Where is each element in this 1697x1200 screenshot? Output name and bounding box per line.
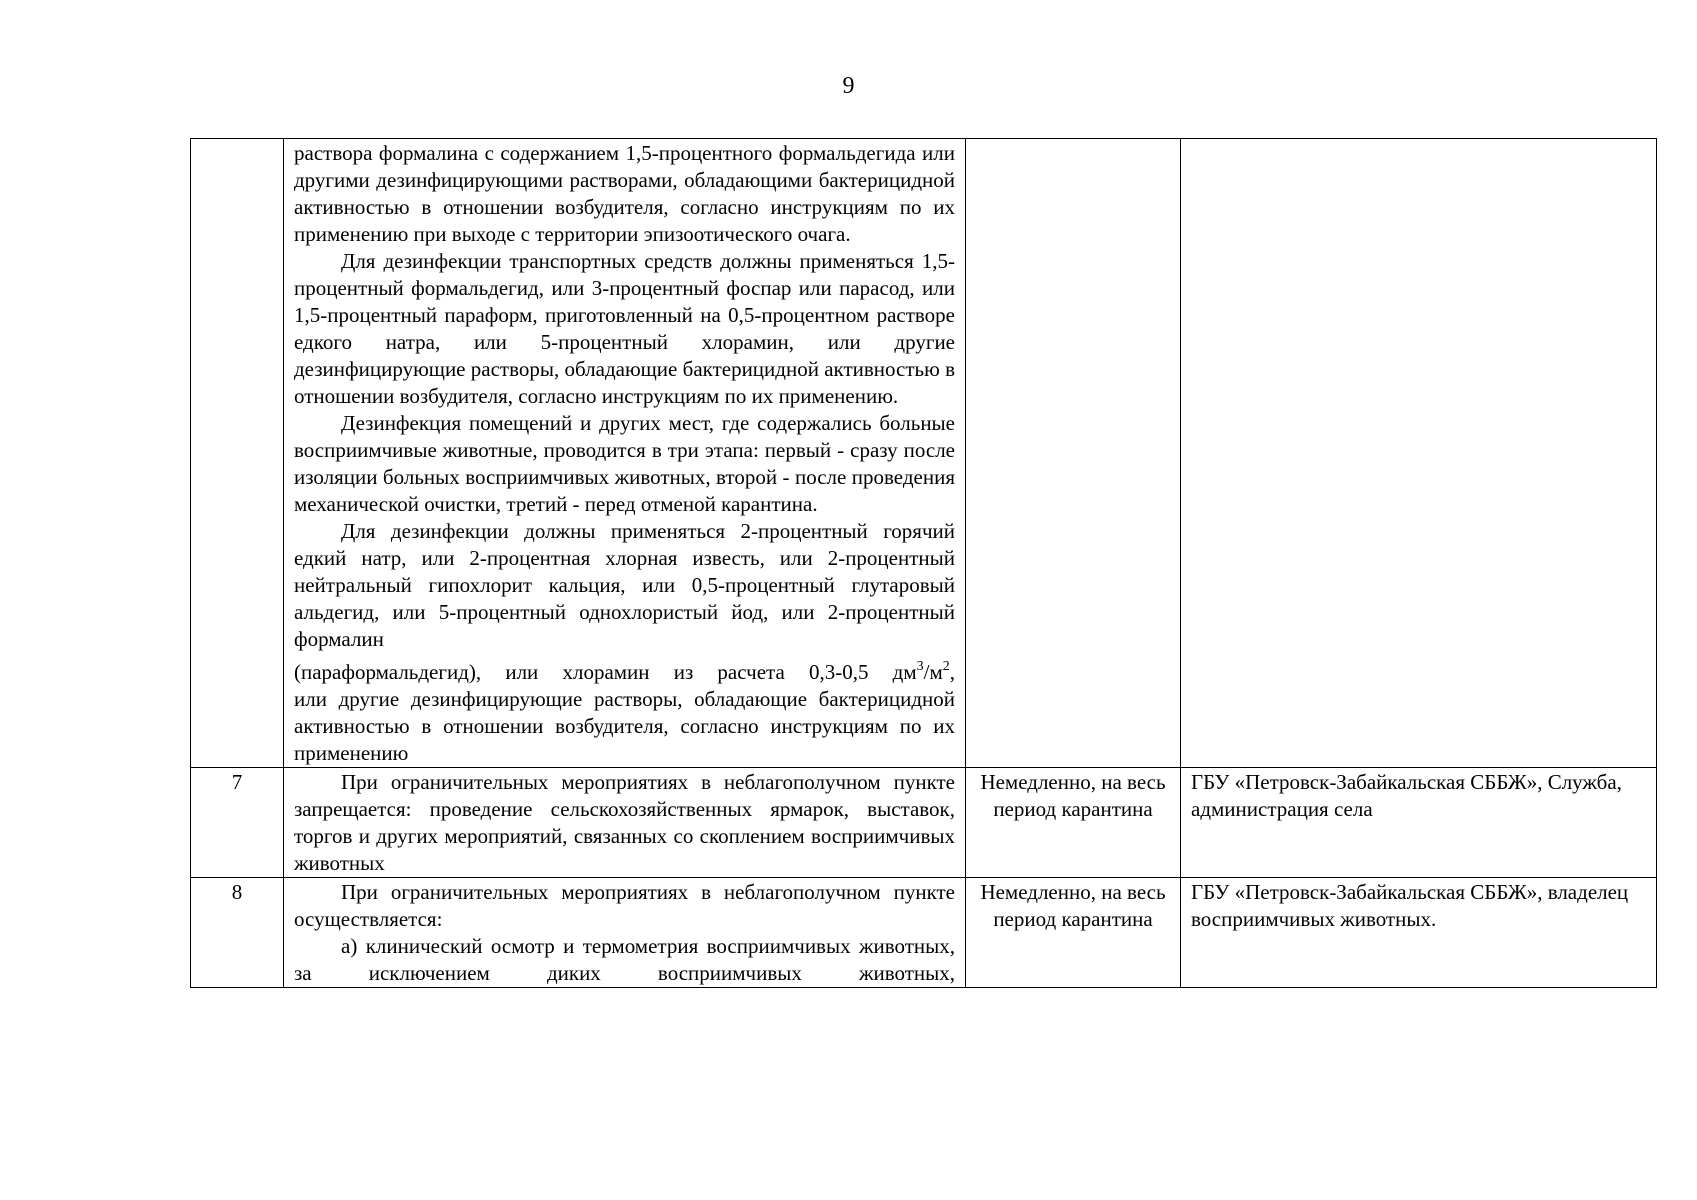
responsible-cell	[1181, 139, 1657, 768]
term-cell	[966, 139, 1181, 768]
formula-tail: ,	[949, 660, 955, 684]
paragraph: Для дезинфекции транспортных средств должны применяться 1,5-процентный формальдегид, или 3-процентный фоспар или парасод, или 1,5-процентный параформ, приготовленный на 0,5-процентном растворе едкого натра, или 5-процентный хлорамин, или другие дезинфицирующие растворы, обладающие бактерицидной активностью в отношении возбудителя, согласно инструкциям по их применению.	[294, 249, 955, 408]
paragraph: Дезинфекция помещений и других мест, где содержались больные восприимчивые животные, проводится в три этапа: первый - сразу после изоляции больных восприимчивых животных, второй - после проведения механической очистки, третий - перед отменой карантина.	[294, 411, 955, 516]
paragraph: При ограничительных мероприятиях в неблагополучном пункте запрещается: проведение сельскохозяйственных ярмарок, выставок, торгов и других мероприятий, связанных со скоплением восприимчивых животных	[294, 770, 955, 875]
measure-description	[284, 768, 966, 878]
measures-table	[190, 138, 1657, 988]
measure-description	[284, 139, 966, 768]
formula-text: (параформальдегид), или хлорамин из расчета 0,3-0,5 дм	[294, 660, 917, 684]
term-cell: Немедленно, на весь период карантина	[966, 768, 1181, 878]
row-number	[191, 139, 284, 768]
paragraph: или другие дезинфицирующие растворы, обладающие бактерицидной активностью в отношении возбудителя, согласно инструкциям по их применению	[294, 687, 955, 765]
table-row	[191, 878, 1657, 988]
paragraph: Для дезинфекции должны применяться 2-процентный горячий едкий натр, или 2-процентная хлорная известь, или 2-процентный нейтральный гипохлорит кальция, или 0,5-процентный глутаровый альдегид, или 5-процентный однохлористый йод, или 2-процентный формалин	[294, 519, 955, 651]
paragraph: При ограничительных мероприятиях в неблагополучном пункте осуществляется:	[294, 880, 955, 931]
paragraph: раствора формалина с содержанием 1,5-процентного формальдегида или другими дезинфицирующими растворами, обладающими бактерицидной активностью в отношении возбудителя, согласно инструкциям по их применению при выходе с территории эпизоотического очага.	[294, 141, 955, 246]
table-row	[191, 768, 1657, 878]
page-number: 9	[842, 73, 855, 99]
formula-line	[294, 659, 955, 686]
formula-unit: /м	[923, 660, 943, 684]
superscript: 3	[916, 659, 924, 674]
term-cell: Немедленно, на весь период карантина	[966, 878, 1181, 988]
responsible-cell: ГБУ «Петровск-Забайкальская СББЖ», владелец восприимчивых животных.	[1181, 878, 1657, 988]
responsible-cell: ГБУ «Петровск-Забайкальская СББЖ», Служба, администрация села	[1181, 768, 1657, 878]
paragraph: а) клинический осмотр и термометрия восприимчивых животных, за исключением диких восприимчивых животных,	[294, 934, 955, 985]
measure-description	[284, 878, 966, 988]
table-row	[191, 139, 1657, 768]
row-number: 8	[191, 878, 284, 988]
row-number: 7	[191, 768, 284, 878]
superscript: 2	[942, 659, 950, 674]
